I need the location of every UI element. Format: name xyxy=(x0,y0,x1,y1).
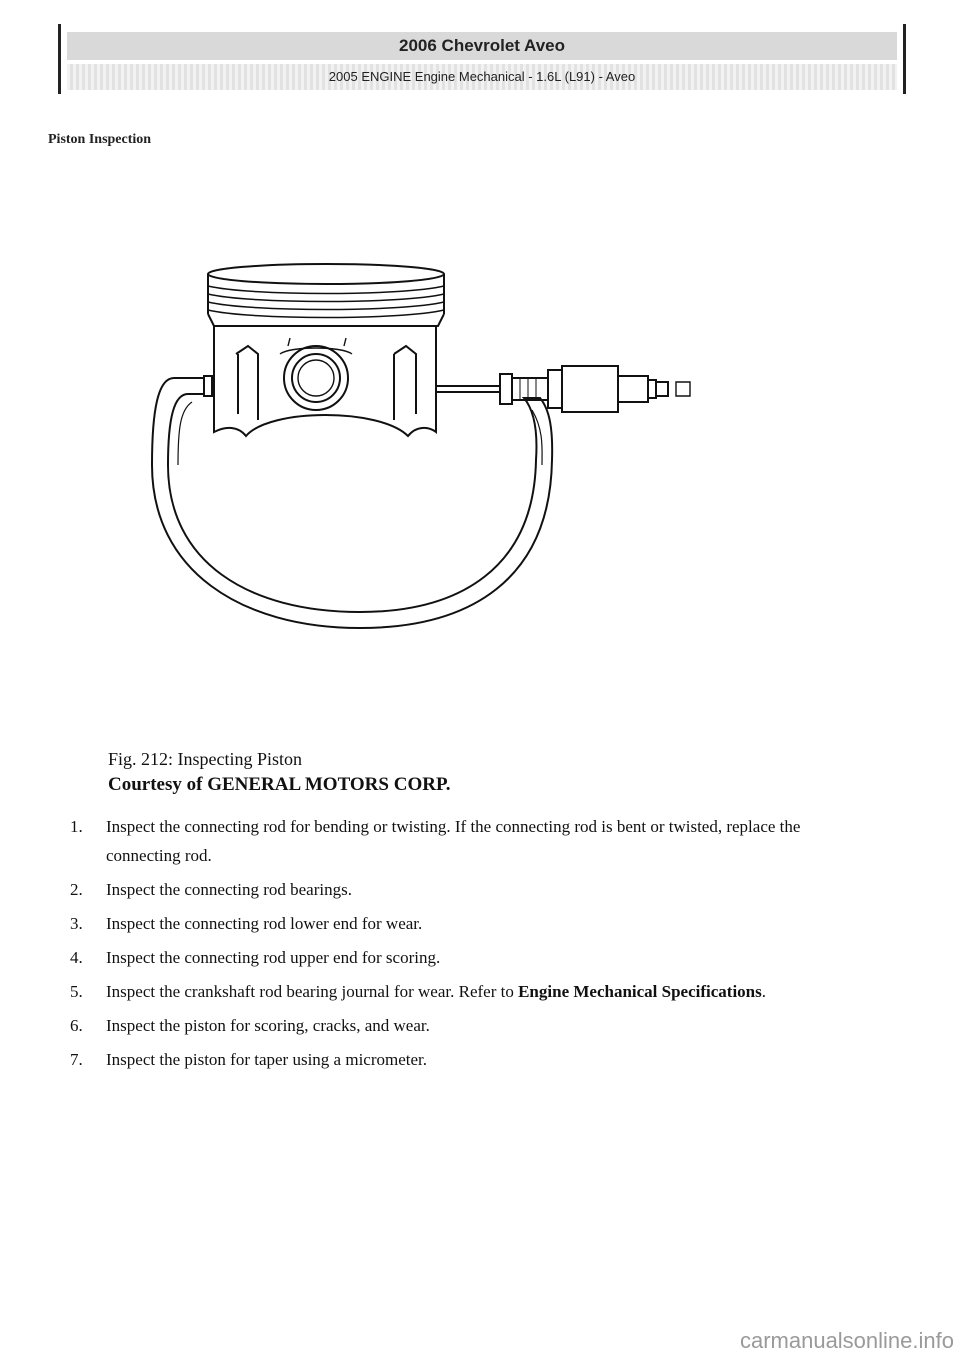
step-number: 1. xyxy=(70,817,83,836)
step-item xyxy=(70,875,860,904)
step-number: 2. xyxy=(70,880,83,899)
step-text: Inspect the piston for scoring, cracks, and wear. xyxy=(106,1016,430,1035)
step-item xyxy=(70,1045,860,1074)
step-item xyxy=(70,977,860,1006)
engine-mechanical-specifications-link[interactable]: Engine Mechanical Specifications xyxy=(518,982,762,1001)
step-number: 7. xyxy=(70,1050,83,1069)
step-number: 3. xyxy=(70,914,83,933)
inspection-steps xyxy=(70,812,860,1079)
step-text: Inspect the connecting rod for bending or twisting. If the connecting rod is bent or twisted, replace the connecting rod. xyxy=(106,817,801,865)
piston-micrometer-illustration xyxy=(140,250,720,680)
page-header xyxy=(58,24,906,94)
figure-caption-block xyxy=(108,746,451,798)
step-text-with-reference xyxy=(106,977,860,1006)
figure-courtesy: Courtesy of GENERAL MOTORS CORP. xyxy=(108,774,451,795)
step-text: Inspect the crankshaft rod bearing journal for wear. Refer to xyxy=(106,982,519,1001)
step-number: 5. xyxy=(70,982,83,1001)
step-text: Inspect the piston for taper using a micrometer. xyxy=(106,1050,428,1069)
step-item xyxy=(70,1011,860,1040)
step-item xyxy=(70,909,860,938)
manual-subtitle: 2005 ENGINE Engine Mechanical - 1.6L (L91) - Aveo xyxy=(67,64,897,90)
step-number: 4. xyxy=(70,948,83,967)
step-item xyxy=(70,943,860,972)
step-text: Inspect the connecting rod lower end for wear. xyxy=(106,914,423,933)
watermark: carmanualsonline.info xyxy=(739,1328,954,1353)
step-item xyxy=(70,812,860,870)
step-text: Inspect the connecting rod upper end for scoring. xyxy=(106,948,441,967)
section-heading: Piston Inspection xyxy=(48,132,152,147)
step-text: Inspect the connecting rod bearings. xyxy=(106,880,352,899)
manual-title: 2006 Chevrolet Aveo xyxy=(67,32,897,60)
step-text-end: . xyxy=(761,982,767,1001)
figure-caption: Fig. 212: Inspecting Piston xyxy=(108,749,303,769)
step-number: 6. xyxy=(70,1016,83,1035)
